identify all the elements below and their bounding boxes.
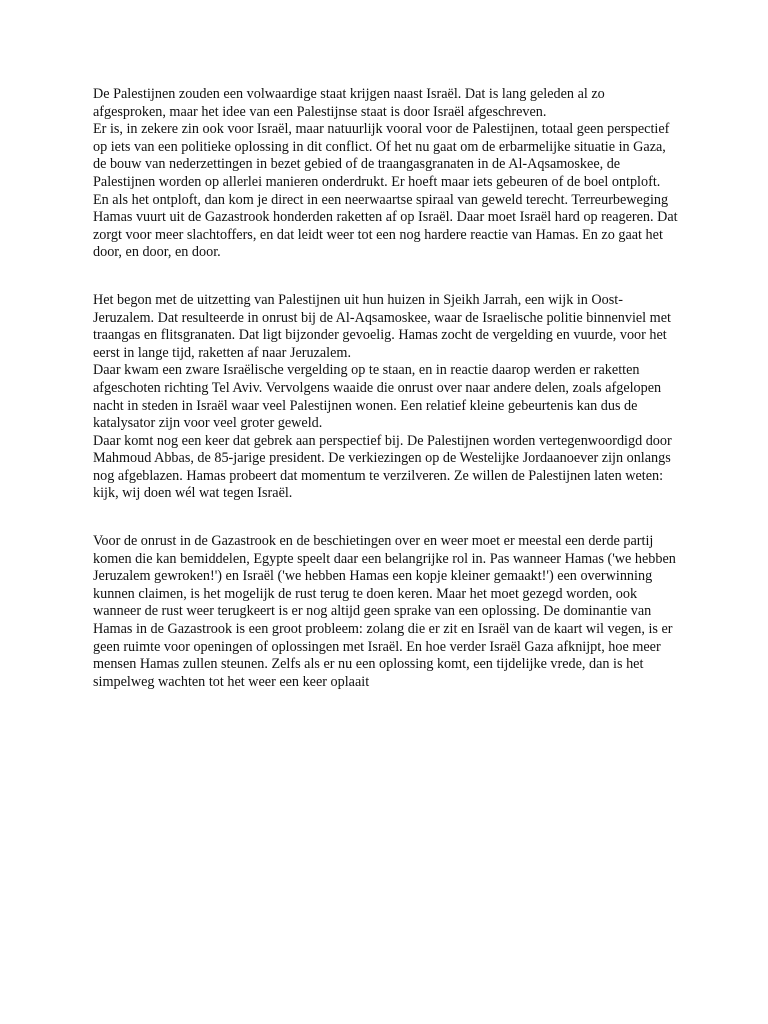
section-3 bbox=[93, 533, 678, 691]
paragraph: De Palestijnen zouden een volwaardige staat krijgen naast Israël. Dat is lang geleden al zo afgesproken, maar het idee van een Palestijnse staat is door Israël afgeschreven. bbox=[93, 86, 605, 120]
section-1 bbox=[93, 86, 678, 262]
paragraph: Daar komt nog een keer dat gebrek aan perspectief bij. De Palestijnen worden vertegenwoordigd door Mahmoud Abbas, de 85-jarige president. De verkiezingen op de Westelijke Jordaanoever zijn onlangs nog afgeblazen. Hamas probeert dat momentum te verzilveren. Ze willen de Palestijnen laten weten: kijk, wij doen wél wat tegen Israël. bbox=[93, 432, 672, 502]
section-2 bbox=[93, 292, 678, 503]
document-page bbox=[93, 86, 678, 721]
paragraph: Daar kwam een zware Israëlische vergelding op te staan, en in reactie daarop werden er raketten afgeschoten richting Tel Aviv. Vervolgens waaide die onrust over naar andere delen, zoals afgelopen nacht in steden in Israël waar veel Palestijnen wonen. Een relatief kleine gebeurtenis kan dus de katalysator zijn voor veel groter geweld. bbox=[93, 362, 662, 432]
paragraph: Er is, in zekere zin ook voor Israël, maar natuurlijk vooral voor de Palestijnen, totaal geen perspectief op iets van een politieke oplossing in dit conflict. Of het nu gaat om de erbarmelijke situatie in Gaza, de bouw van nederzettingen in bezet gebied of de traangasgranaten in de Al-Aqsamoskee, de Palestijnen worden op allerlei manieren onderdrukt. Er hoeft maar iets gebeuren of de boel ontploft. En als het ontploft, dan kom je direct in een neerwaartse spiraal van geweld terecht. Terreurbeweging Hamas vuurt uit de Gazastrook honderden raketten af op Israël. Daar moet Israël hard op reageren. Dat zorgt voor meer slachtoffers, en dat leidt weer tot een nog hardere reactie van Hamas. En zo gaat het door, en door, en door. bbox=[93, 121, 678, 261]
paragraph: Het begon met de uitzetting van Palestijnen uit hun huizen in Sjeikh Jarrah, een wijk in Oost-Jeruzalem. Dat resulteerde in onrust bij de Al-Aqsamoskee, waar de Israelische politie binnenviel met traangas en flitsgranaten. Dat ligt bijzonder gevoelig. Hamas zocht de vergelding en vuurde, voor het eerst in lange tijd, raketten af naar Jeruzalem. bbox=[93, 291, 671, 361]
paragraph: Voor de onrust in de Gazastrook en de beschietingen over en weer moet er meestal een derde partij komen die kan bemiddelen, Egypte speelt daar een belangrijke rol in. Pas wanneer Hamas ('we hebben Jeruzalem gewroken!') en Israël ('we hebben Hamas een kopje kleiner gemaakt!') een overwinning kunnen claimen, is het mogelijk de rust terug te doen keren. Maar het moet gezegd worden, ook wanneer de rust weer terugkeert is er nog altijd geen sprake van een oplossing. De dominantie van Hamas in de Gazastrook is een groot probleem: zolang die er zit en Israël van de kaart wil vegen, is er geen ruimte voor openingen of oplossingen met Israël. En hoe verder Israël Gaza afknijpt, hoe meer mensen Hamas zullen steunen. Zelfs als er nu een oplossing komt, een tijdelijke vrede, dan is het simpelweg wachten tot het weer een keer oplaait bbox=[93, 533, 676, 690]
